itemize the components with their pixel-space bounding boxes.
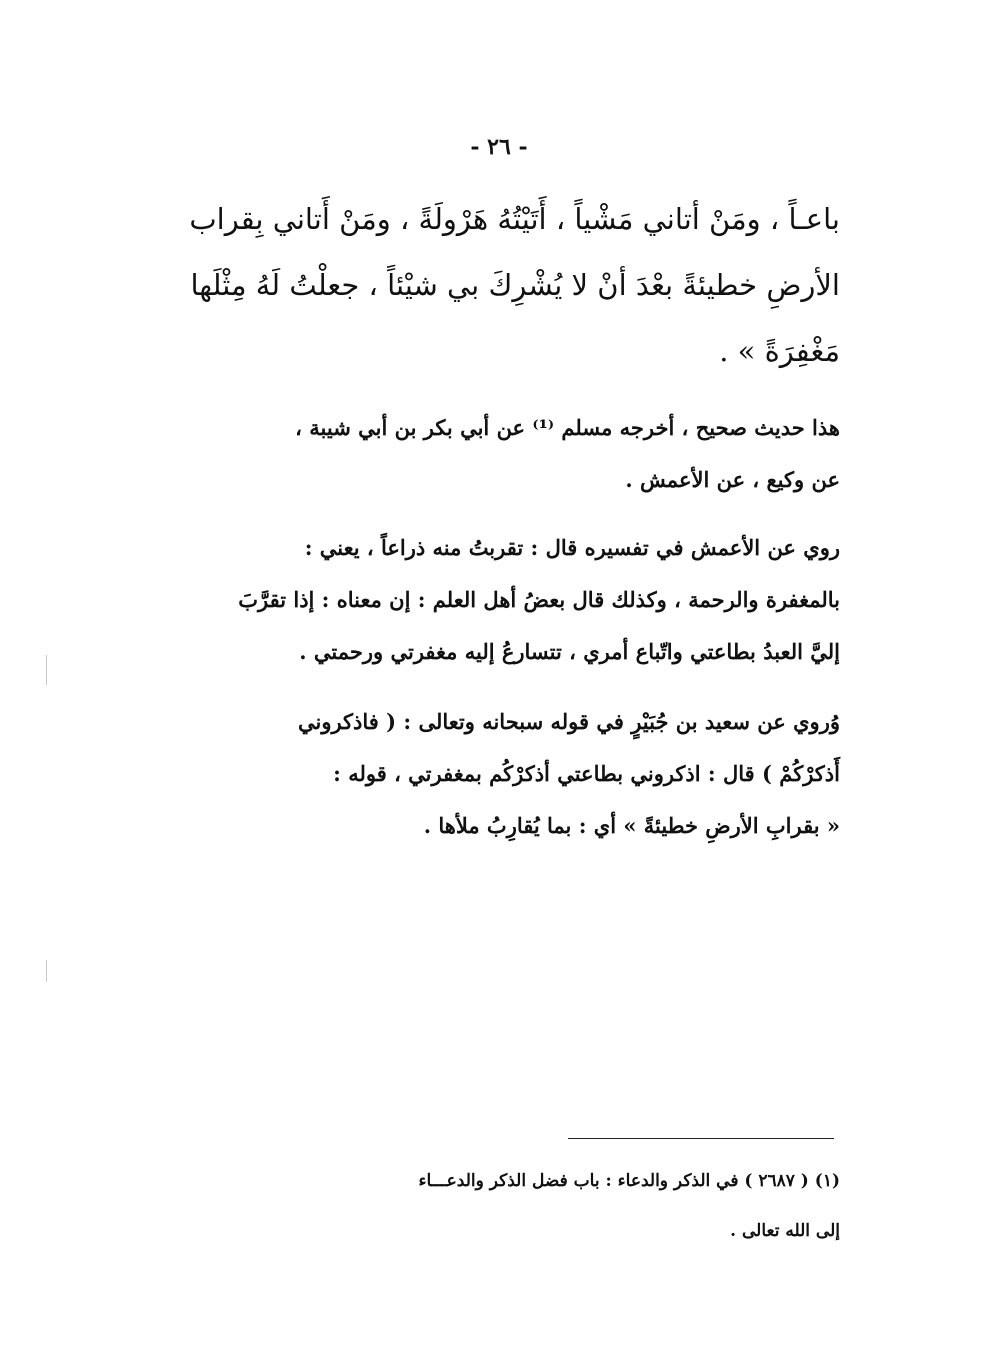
paragraph-line: بالمغفرة والرحمة ، وكذلك قال بعضُ أهل العلم : إن معناه : إذا تقرَّبَ bbox=[238, 587, 840, 612]
footnotes bbox=[180, 1156, 840, 1256]
paragraph-line: « بقرابِ الأرضِ خطيئةً » أي : بما يُقارِبُ ملأها . bbox=[423, 813, 840, 838]
hadith-line: باعـاً ، ومَنْ أتاني مَشْياً ، أَتَيْتُهُ هَرْولَةً ، ومَنْ أَتاني بِقراب bbox=[189, 202, 840, 236]
hadith-line: مَغْفِرَةً » . bbox=[719, 334, 840, 368]
paragraph-line: هذا حديث صحيح ، أخرجه مسلم ⁽¹⁾ عن أبي بكر بن أبي شيبة ، bbox=[295, 415, 840, 440]
paragraph-said-bin-jubayr bbox=[180, 696, 840, 852]
hadith-line: الأرضِ خطيئةً بعْدَ أنْ لا يُشْرِكَ بي شيْئاً ، جعلْتُ لَهُ مِثْلَها bbox=[190, 268, 840, 302]
paragraph-line: أَذكرْكُمْ ) قال : اذكروني بطاعتي أذكرْكُم بمغفرتي ، قوله : bbox=[333, 761, 840, 786]
footnote-line: (١) ( ٢٦٨٧ ) في الذكر والدعاء : باب فضل الذكر والدعـــاء bbox=[418, 1171, 840, 1191]
paragraph-line: عن وكيع ، عن الأعمش . bbox=[625, 467, 840, 492]
page-number: - ٢٦ - bbox=[470, 134, 528, 160]
scan-edge-mark bbox=[46, 960, 47, 982]
paragraph-takhrij bbox=[180, 402, 840, 506]
scan-edge-mark bbox=[46, 655, 47, 685]
hadith-text bbox=[180, 186, 840, 384]
paragraph-line: وُروي عن سعيد بن جُبَيْرٍ في قوله سبحانه وتعالى : ( فاذكروني bbox=[297, 709, 840, 734]
footnote-line: إلى الله تعالى . bbox=[730, 1221, 840, 1241]
paragraph-line: إليَّ العبدُ بطاعتي واتّباع أمري ، تتسارعُ إليه مغفرتي ورحمتي . bbox=[299, 639, 840, 664]
paragraph-amash bbox=[180, 522, 840, 678]
paragraph-line: روي عن الأعمش في تفسيره قال : تقربتُ منه ذراعاً ، يعني : bbox=[304, 535, 840, 560]
footnote-divider bbox=[568, 1138, 834, 1139]
